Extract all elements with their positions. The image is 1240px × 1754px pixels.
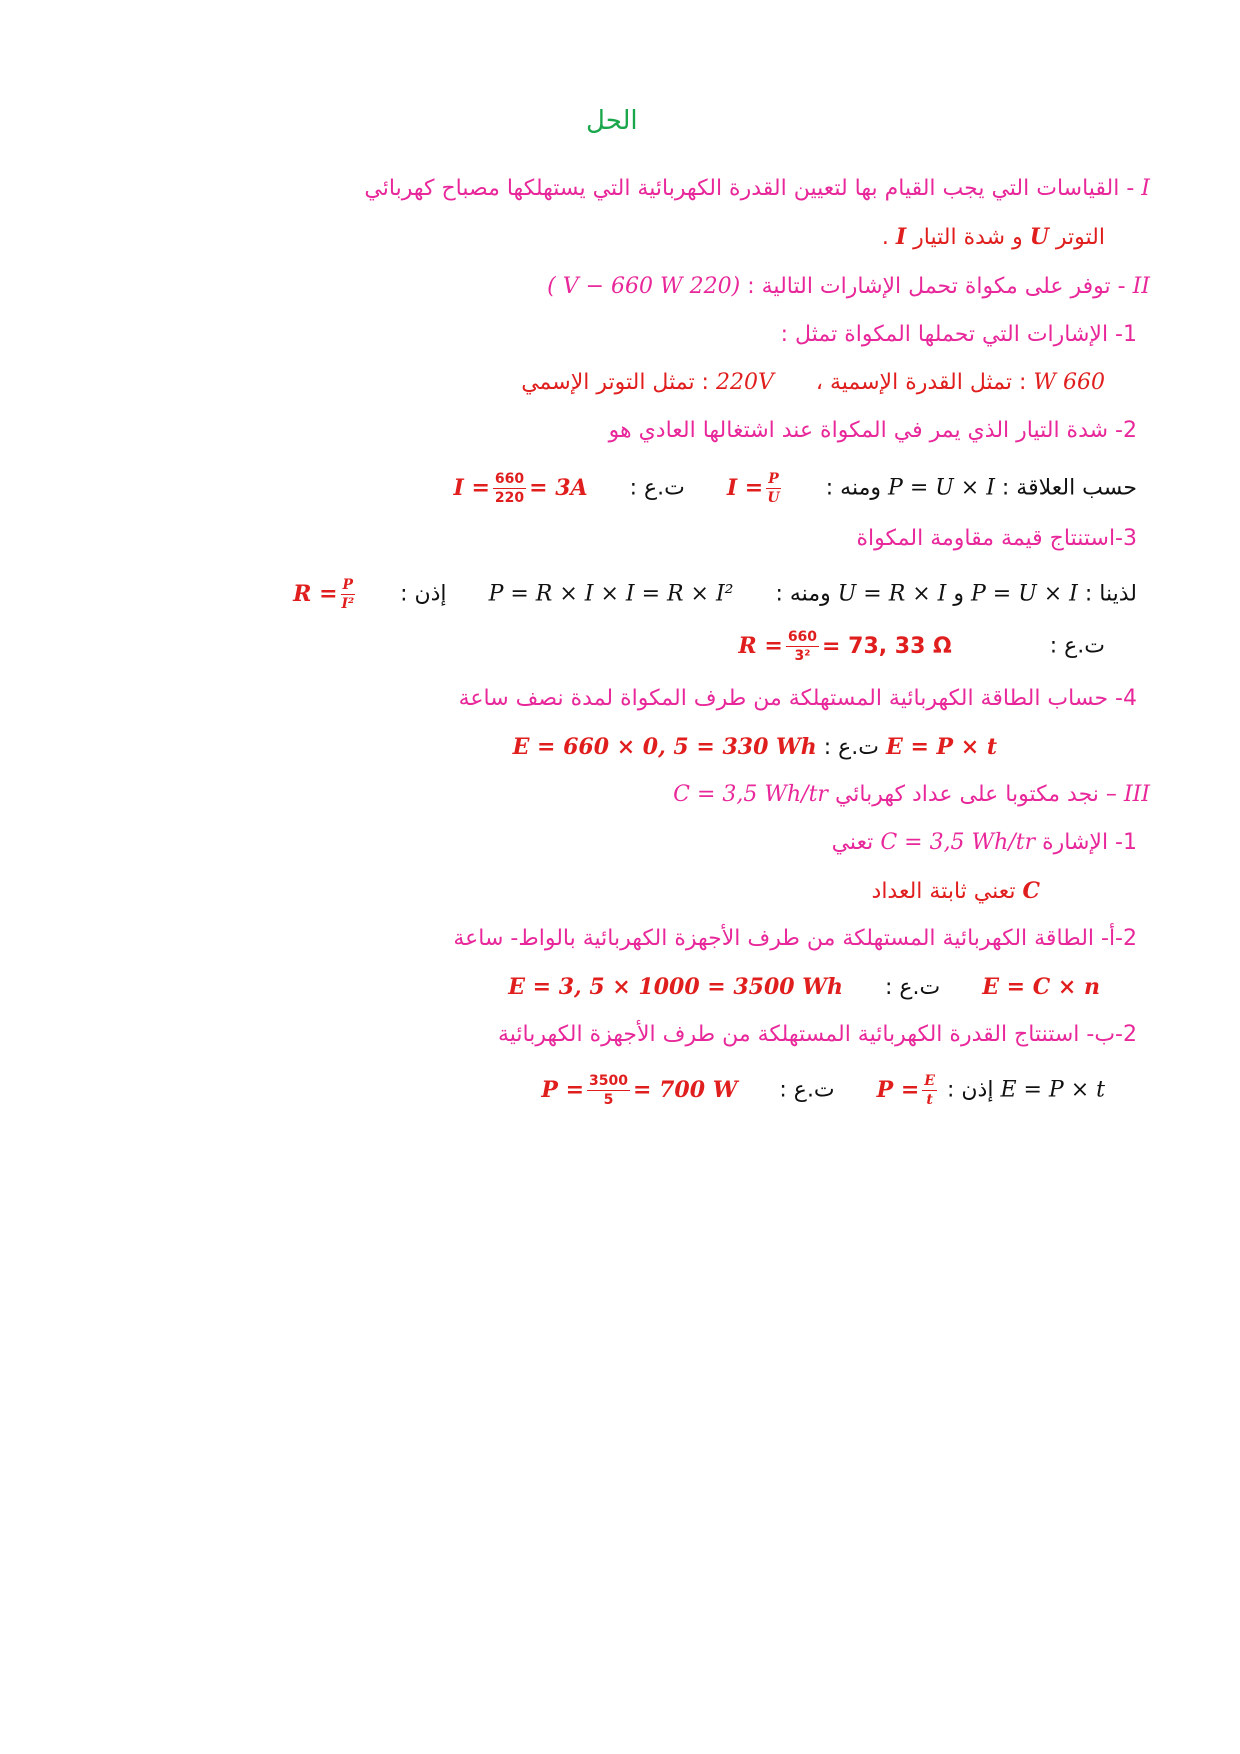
- formula: U = R × I: [837, 581, 947, 607]
- label: إذن :: [946, 1077, 994, 1103]
- label: و: [953, 581, 964, 607]
- numerator: P: [768, 471, 779, 487]
- question-3-2a: 2-أ- الطاقة الكهربائية المستهلكة من طرف الأجهزة الكهربائية بالواط- ساعة: [453, 926, 1137, 951]
- answer-2-4: [513, 732, 997, 763]
- answer-text: : تمثل التوتر الإسمي: [521, 370, 709, 395]
- denominator: U: [767, 490, 780, 506]
- result-E: E = 660 × 0, 5 = 330 Wh: [512, 734, 817, 760]
- symbol-U: U: [1029, 224, 1049, 250]
- numerator: P: [342, 577, 354, 593]
- question-text: 1- الإشارة: [1042, 830, 1137, 855]
- result-E: E = 3, 5 × 1000 = 3500 Wh: [508, 974, 843, 1000]
- question-3-1: [832, 828, 1137, 858]
- lhs: R =: [293, 580, 338, 607]
- label: ومنه :: [825, 475, 882, 501]
- fraction: [587, 1074, 630, 1107]
- question-2-3: 3-استنتاج قيمة مقاومة المكواة: [856, 526, 1137, 551]
- denominator: 220: [494, 490, 525, 506]
- answer-2-3-numeric: [738, 630, 1105, 663]
- denominator: t: [926, 1092, 933, 1108]
- section-2-heading: [547, 272, 1150, 302]
- lhs: P =: [876, 1076, 920, 1103]
- lhs: R =: [738, 632, 783, 659]
- roman-numeral: II: [1132, 274, 1150, 299]
- rhs: = 700 W: [633, 1076, 738, 1103]
- question-text: تعني: [831, 830, 874, 855]
- section-2-text: - توفر على مكواة تحمل الإشارات التالية :: [747, 274, 1126, 299]
- fraction: [341, 578, 356, 611]
- label: ومنه :: [775, 581, 831, 607]
- answer-text: تعني ثابتة العداد: [871, 879, 1016, 904]
- result-I: [453, 471, 588, 506]
- answer-text: و شدة التيار: [913, 225, 1023, 250]
- iron-markings: (220 V − 660 W ): [547, 274, 741, 299]
- answer-2-2: [454, 472, 1138, 505]
- numerator: E: [924, 1073, 935, 1089]
- lhs: P =: [541, 1076, 585, 1103]
- formula-R: [293, 577, 358, 612]
- section-3-heading: [673, 780, 1150, 810]
- answer-text: التوتر: [1055, 225, 1105, 250]
- numeric-application-label: ت.ع :: [823, 735, 880, 760]
- meter-constant: C = 3,5 Wh/tr: [880, 830, 1036, 855]
- section-1-text: - القياسات التي يجب القيام بها لتعيين القدرة الكهربائية التي يستهلكها مصباح كهربائي: [364, 176, 1135, 201]
- result-P: [541, 1073, 738, 1108]
- question-2-2: 2- شدة التيار الذي يمر في المكواة عند اشتغالها العادي هو: [608, 418, 1137, 443]
- lhs: I =: [453, 474, 490, 501]
- period: .: [881, 225, 889, 250]
- formula: E = C × n: [982, 974, 1100, 1000]
- denominator: 5: [603, 1092, 614, 1108]
- answer-text: : تمثل القدرة الإسمية ،: [815, 370, 1027, 395]
- formula-P: [876, 1073, 940, 1108]
- denominator: 3²: [794, 648, 811, 664]
- numerator: 3500: [589, 1073, 629, 1089]
- fraction: [493, 472, 526, 505]
- answer-2-1: [521, 368, 1105, 398]
- numeric-application-label: ت.ع :: [884, 975, 941, 1000]
- question-3-2b: 2-ب- استنتاج القدرة الكهربائية المستهلكة من طرف الأجهزة الكهربائية: [497, 1022, 1137, 1047]
- label: لذينا :: [1084, 581, 1137, 607]
- formula: P = R × I × I = R × I²: [488, 581, 734, 607]
- symbol-C: C: [1022, 878, 1040, 904]
- page-title: الحل: [586, 106, 638, 136]
- label: إذن :: [400, 581, 447, 607]
- label: حسب العلاقة :: [1001, 475, 1137, 501]
- fraction: [922, 1074, 937, 1107]
- result-R: [738, 629, 952, 664]
- answer-3-2b: [541, 1074, 1105, 1107]
- denominator: I²: [341, 596, 355, 612]
- numeric-application-label: ت.ع :: [629, 475, 685, 501]
- fraction: [786, 630, 819, 663]
- fraction: [766, 472, 781, 505]
- power-value: 660 W: [1033, 370, 1105, 395]
- section-1-answer: [882, 222, 1105, 253]
- answer-2-3: [293, 578, 1137, 611]
- question-2-1: 1- الإشارات التي تحملها المكواة تمثل :: [780, 322, 1137, 347]
- lhs: I =: [726, 474, 764, 501]
- answer-3-2a: [508, 972, 1100, 1003]
- meter-constant: C = 3,5 Wh/tr: [673, 782, 828, 807]
- section-1-heading: [364, 174, 1150, 204]
- rhs: = 73, 33 Ω: [822, 633, 952, 659]
- question-2-4: 4- حساب الطاقة الكهربائية المستهلكة من طرف المكواة لمدة نصف ساعة: [458, 686, 1137, 711]
- formula: P = U × I: [971, 581, 1078, 607]
- numerator: 660: [494, 471, 525, 487]
- formula: E = P × t: [1000, 1077, 1105, 1103]
- numeric-application-label: ت.ع :: [779, 1077, 835, 1103]
- formula-I: [726, 471, 784, 506]
- formula: P = U × I: [888, 475, 995, 501]
- voltage-value: 220V: [715, 370, 774, 395]
- roman-numeral: III: [1123, 782, 1150, 807]
- symbol-I: I: [895, 224, 907, 250]
- formula: E = P × t: [886, 734, 997, 760]
- numeric-application-label: ت.ع :: [1049, 633, 1105, 659]
- answer-3-1: [872, 876, 1040, 907]
- rhs: = 3A: [529, 474, 588, 501]
- section-3-text: – نجد مكتوبا على عداد كهربائي: [834, 782, 1117, 807]
- numerator: 660: [787, 629, 818, 645]
- roman-numeral: I: [1141, 176, 1150, 201]
